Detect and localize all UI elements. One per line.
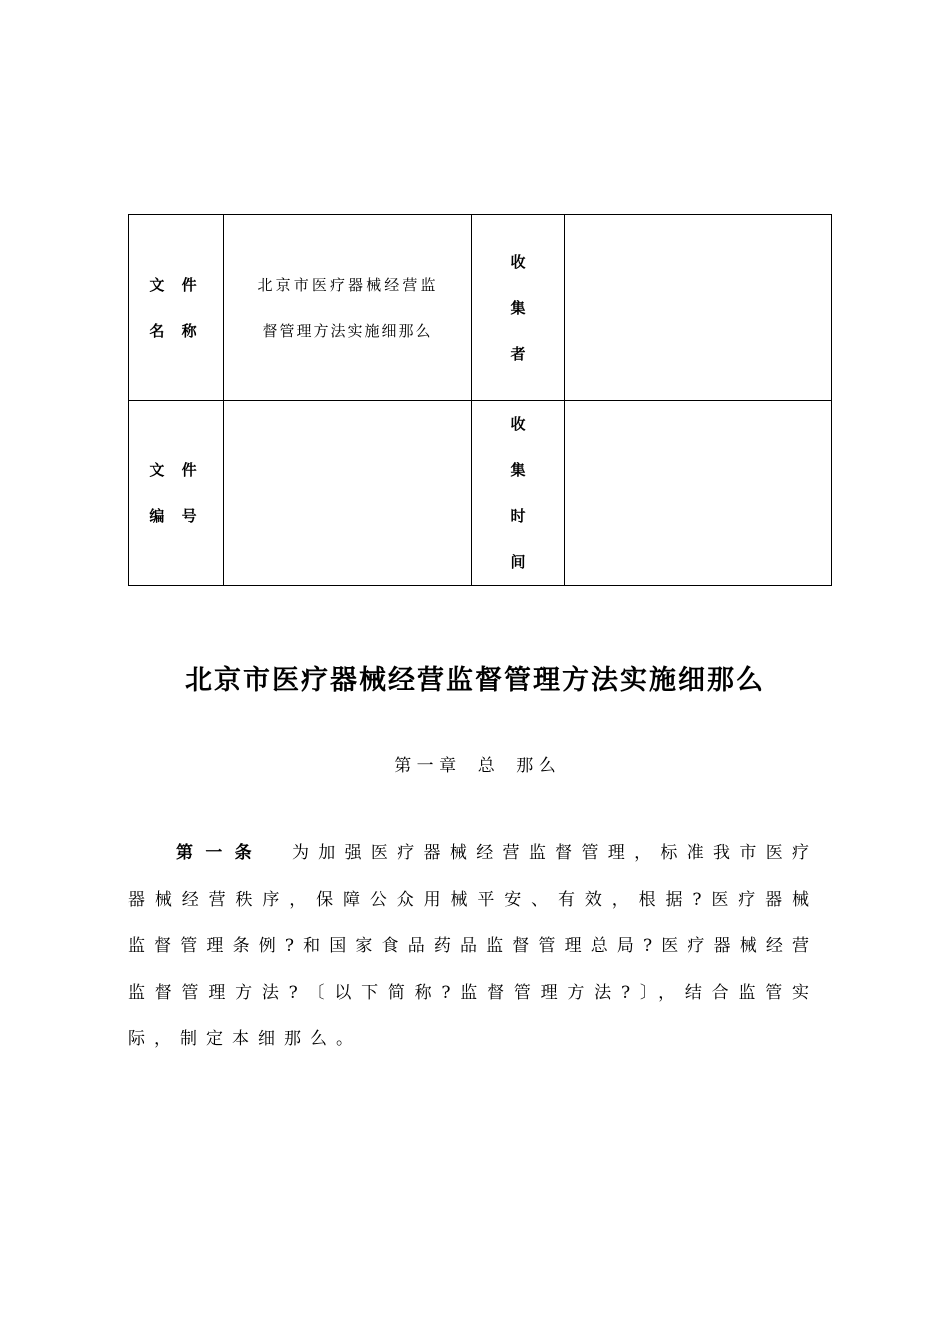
article-paragraph	[128, 830, 818, 1063]
table-row	[129, 215, 832, 401]
file-name-value: 北京市医疗器械经营监督管理方法实施细那么	[257, 275, 438, 340]
chapter-heading: 第 一 章 总 那 么	[394, 756, 556, 776]
document-info-table	[128, 214, 832, 586]
file-number-label: 文 件 编 号	[129, 401, 224, 586]
document-title: 北京市医疗器械经营监督管理方法实施细那么	[185, 665, 765, 696]
collector-value	[565, 215, 832, 401]
table-row	[129, 401, 832, 586]
article-number: 第一条	[176, 843, 264, 863]
collect-time-value	[565, 401, 832, 586]
collector-label: 收 集 者	[472, 215, 565, 401]
collect-time-label: 收 集 时 间	[472, 401, 565, 586]
file-number-value	[224, 401, 472, 586]
file-name-cell	[224, 215, 472, 401]
article-text: 为加强医疗器械经营监督管理，标准我市医疗器械经营秩序，保障公众用械平安、有效，根据?医疗器械监督管理条例?和国家食品药品监督管理总局?医疗器械经营监督管理方法?〔以下简称?监督管理方法?〕，结合监管实际，制定本细那么。	[128, 843, 819, 1049]
file-name-label: 文 件 名 称	[129, 215, 224, 401]
